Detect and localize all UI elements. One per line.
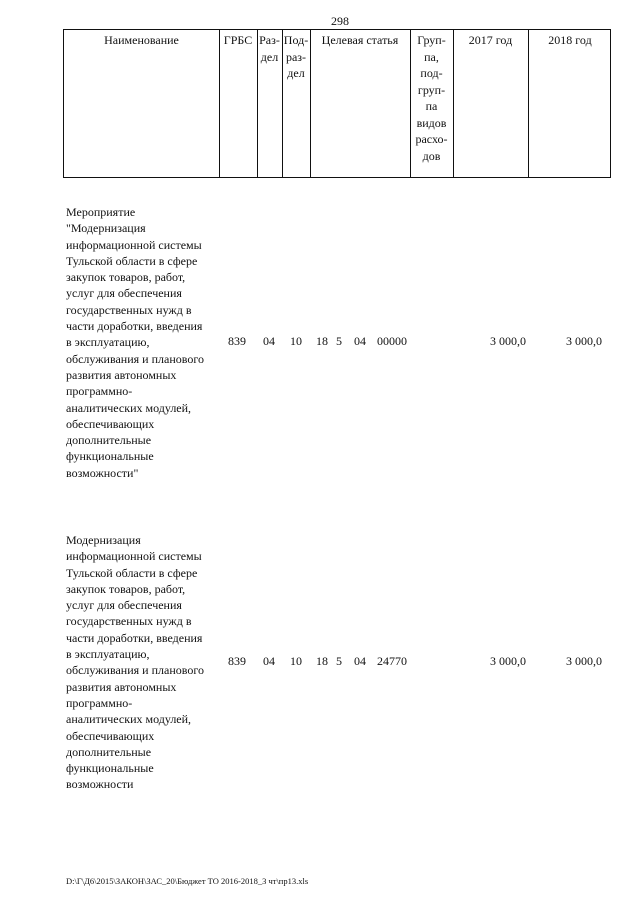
row-name-line: дополнительные	[66, 744, 152, 759]
row-name-line: развития автономных	[66, 679, 177, 694]
header-group-line: видов	[416, 115, 447, 130]
header-subsection-line: Под-	[283, 33, 309, 47]
row-name	[66, 204, 226, 481]
header-2017: 2017 год	[468, 33, 513, 47]
header-section	[257, 32, 282, 65]
target-code-part: 5	[336, 654, 342, 668]
row-name-line: части доработки, введения	[66, 319, 203, 334]
header-grbs: ГРБС	[223, 33, 253, 47]
row-name-line: услуг для обеспечения	[66, 286, 182, 301]
header-subsection-line: раз-	[285, 49, 307, 64]
grbs-code: 839	[228, 334, 246, 348]
row-name-line: Мероприятие	[66, 205, 136, 219]
row-name-line: обеспечивающих	[66, 416, 155, 431]
row-name-line: государственных нужд в	[66, 302, 192, 317]
row-name-line: в эксплуатацию,	[66, 335, 150, 350]
section-code: 04	[263, 654, 275, 668]
row-name-line: закупок товаров, работ,	[66, 270, 186, 285]
amount-2017: 3 000,0	[490, 654, 526, 668]
target-code-part: 00000	[377, 334, 407, 348]
section-code: 04	[263, 334, 275, 348]
header-target: Целевая статья	[321, 33, 399, 47]
column-divider	[310, 30, 311, 177]
row-name-line: возможности	[66, 777, 134, 792]
header-name: Наименование	[104, 33, 179, 47]
subsection-code: 10	[290, 654, 302, 668]
row-name-line: обслуживания и планового	[66, 351, 204, 366]
header-group-line: дов	[422, 148, 441, 163]
header-section-line: дел	[260, 49, 279, 64]
row-name-line: услуг для обеспечения	[66, 598, 182, 613]
header-subsection-line: дел	[287, 66, 305, 80]
row-name-line: закупок товаров, работ,	[66, 581, 186, 596]
header-group-line: под-	[420, 66, 443, 80]
amount-2018: 3 000,0	[566, 334, 602, 348]
header-group-line: па	[425, 99, 438, 113]
header-2018: 2018 год	[548, 33, 592, 47]
file-path-footer: D:\Г\Д6\2015\ЗАКОН\ЗАС_20\Бюджет ТО 2016-2018_3 чт\пр13.xls	[66, 876, 309, 886]
row-name-line: обслуживания и планового	[66, 663, 204, 678]
target-code-part: 04	[354, 334, 366, 348]
header-subsection	[282, 32, 310, 82]
row-name-line: в эксплуатацию,	[66, 647, 150, 662]
row-name-line: обеспечивающих	[66, 728, 155, 743]
row-name-line: программно-	[66, 695, 133, 710]
row-name-line: аналитических модулей,	[66, 400, 192, 415]
row-name-line: функциональные	[66, 449, 154, 464]
row-name-line: Тульской области в сфере	[66, 565, 198, 580]
row-name-line: функциональные	[66, 761, 154, 776]
target-code-part: 18	[316, 654, 328, 668]
header-group-line: Груп-	[417, 33, 446, 47]
header-group	[410, 32, 453, 164]
column-divider	[528, 30, 529, 177]
grbs-code: 839	[228, 654, 246, 668]
header-group-line: расхо-	[415, 132, 448, 146]
column-divider	[453, 30, 454, 177]
row-name-line: Тульской области в сфере	[66, 253, 198, 268]
header-section-line: Раз-	[259, 33, 280, 47]
target-code-part: 24770	[377, 654, 407, 668]
row-name-line: возможности"	[66, 465, 139, 480]
row-name	[66, 532, 226, 793]
row-name-line: Модернизация	[66, 533, 141, 547]
row-name-line: государственных нужд в	[66, 614, 192, 629]
amount-2018: 3 000,0	[566, 654, 602, 668]
row-name-line: развития автономных	[66, 367, 177, 382]
row-name-line: программно-	[66, 384, 133, 399]
page-number: 298	[331, 14, 349, 28]
header-group-line: груп-	[417, 82, 446, 97]
row-name-line: "Модернизация	[66, 221, 146, 236]
target-code-part: 04	[354, 654, 366, 668]
amount-2017: 3 000,0	[490, 334, 526, 348]
target-code-part: 5	[336, 334, 342, 348]
row-name-line: аналитических модулей,	[66, 712, 192, 727]
subsection-code: 10	[290, 334, 302, 348]
table-header	[63, 29, 611, 178]
row-name-line: информационной системы	[66, 237, 202, 252]
row-name-line: дополнительные	[66, 433, 152, 448]
header-group-line: па,	[424, 49, 439, 64]
target-code-part: 18	[316, 334, 328, 348]
row-name-line: информационной системы	[66, 549, 202, 564]
column-divider	[219, 30, 220, 177]
row-name-line: части доработки, введения	[66, 630, 203, 645]
